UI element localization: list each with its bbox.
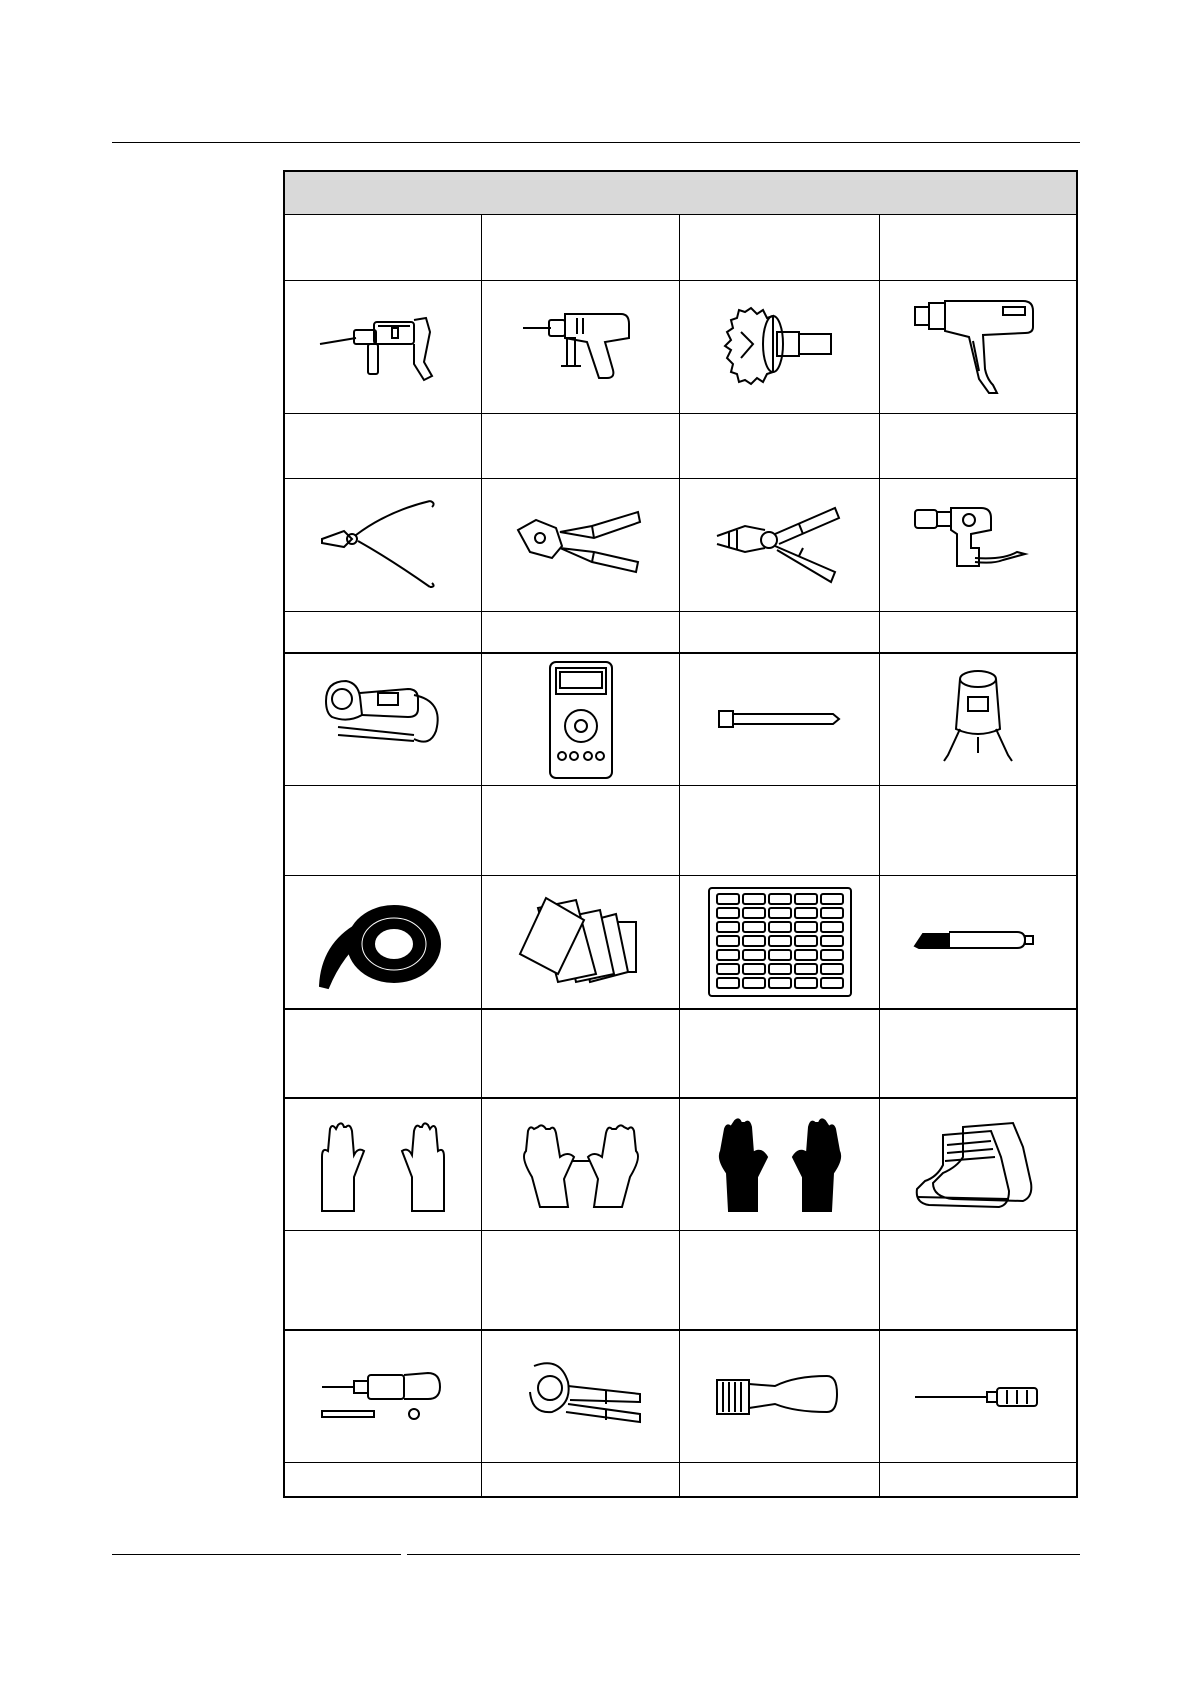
tool-name-cell	[680, 786, 879, 875]
cable-label-sheet-icon	[680, 876, 879, 1008]
tool-name-cell	[482, 1010, 679, 1097]
label-slot	[743, 936, 765, 946]
wire-stripper-icon	[680, 479, 879, 611]
label-slot	[717, 978, 739, 988]
clamp-meter-icon	[285, 654, 481, 785]
footer-rule	[112, 1554, 1080, 1555]
tool-name-cell	[880, 216, 1076, 280]
footer-rule-gap	[401, 1552, 407, 1557]
label-slot	[717, 950, 739, 960]
tool-name-cell	[285, 786, 481, 875]
cotton-gloves-icon	[482, 1099, 679, 1230]
tool-name-cell	[880, 612, 1076, 652]
tool-name-cell	[880, 1231, 1076, 1329]
label-slot	[821, 894, 843, 904]
label-slot	[769, 908, 791, 918]
hammer-drill-icon	[285, 281, 481, 413]
tool-name-cell	[285, 216, 481, 280]
label-slot	[795, 894, 817, 904]
tool-name-cell	[680, 612, 879, 652]
tool-name-cell	[680, 1463, 879, 1498]
laser-level-icon	[880, 654, 1076, 785]
label-slot	[743, 894, 765, 904]
label-cards-icon	[482, 876, 679, 1008]
label-slot	[769, 894, 791, 904]
label-slot	[743, 964, 765, 974]
tool-name-cell	[482, 612, 679, 652]
tool-name-cell	[880, 414, 1076, 478]
label-slot	[769, 922, 791, 932]
label-slot	[795, 978, 817, 988]
cable-cutter-icon	[482, 1331, 679, 1462]
label-slot	[717, 894, 739, 904]
insulation-tape-icon	[285, 876, 481, 1008]
label-slot	[769, 964, 791, 974]
tool-name-cell	[482, 786, 679, 875]
screwdriver-icon	[880, 1331, 1076, 1462]
label-slot	[821, 936, 843, 946]
table-header	[285, 172, 1076, 215]
label-slot	[769, 978, 791, 988]
safety-boots-icon	[880, 1099, 1076, 1230]
protective-gloves-icon	[285, 1099, 481, 1230]
label-slot	[717, 922, 739, 932]
tool-name-cell	[880, 1463, 1076, 1498]
label-slot	[821, 964, 843, 974]
tool-name-cell	[482, 216, 679, 280]
label-slot	[795, 908, 817, 918]
label-slot	[743, 950, 765, 960]
tool-name-cell	[285, 1463, 481, 1498]
label-slot	[717, 936, 739, 946]
electric-hammer-icon	[482, 281, 679, 413]
tool-name-cell	[285, 414, 481, 478]
cable-tie-icon	[680, 654, 879, 785]
label-slot	[769, 936, 791, 946]
label-slot	[795, 964, 817, 974]
label-slot	[743, 978, 765, 988]
crimping-tool-icon	[482, 479, 679, 611]
tool-table	[283, 170, 1078, 1498]
label-slot	[743, 922, 765, 932]
utility-knife-icon	[880, 876, 1076, 1008]
tool-name-cell	[680, 216, 879, 280]
tool-name-cell	[880, 1010, 1076, 1097]
tool-name-cell	[482, 1231, 679, 1329]
label-slot	[743, 908, 765, 918]
tool-name-cell	[285, 612, 481, 652]
tool-name-cell	[482, 1463, 679, 1498]
paint-brush-icon	[680, 1331, 879, 1462]
hole-saw-icon	[680, 281, 879, 413]
tool-name-cell	[680, 1010, 879, 1097]
label-slot	[795, 950, 817, 960]
label-slot	[717, 908, 739, 918]
tool-name-cell	[680, 414, 879, 478]
label-slot	[821, 922, 843, 932]
label-slot	[821, 950, 843, 960]
esd-gloves-icon	[680, 1099, 879, 1230]
multimeter-icon	[482, 654, 679, 785]
tool-name-cell	[880, 786, 1076, 875]
label-slot	[717, 964, 739, 974]
torque-screwdriver-icon	[285, 1331, 481, 1462]
tool-name-cell	[482, 414, 679, 478]
diagonal-pliers-icon	[285, 479, 481, 611]
tool-name-cell	[285, 1010, 481, 1097]
label-slot	[795, 922, 817, 932]
tool-name-cell	[680, 1231, 879, 1329]
label-slot	[821, 978, 843, 988]
heat-gun-icon	[880, 281, 1076, 413]
header-rule	[112, 142, 1080, 143]
hydraulic-crimper-icon	[880, 479, 1076, 611]
label-slot	[769, 950, 791, 960]
label-slot	[821, 908, 843, 918]
tool-name-cell	[285, 1231, 481, 1329]
label-slot	[795, 936, 817, 946]
